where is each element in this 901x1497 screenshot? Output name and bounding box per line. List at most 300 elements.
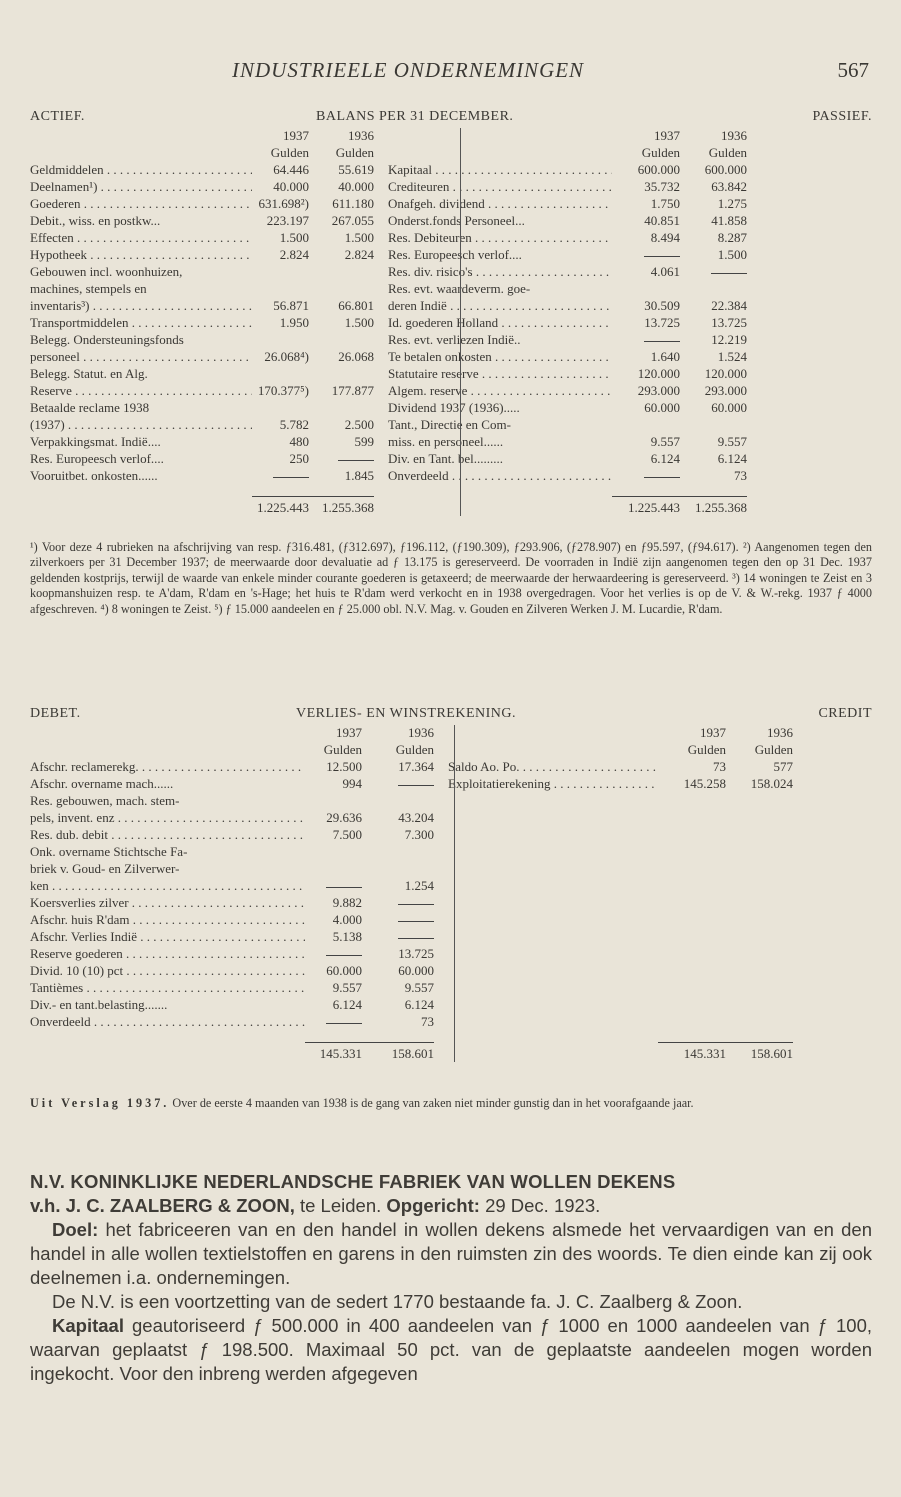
- row-label: [374, 399, 612, 416]
- row-label-text: Reserve: [30, 383, 72, 398]
- row-label: [374, 212, 612, 229]
- value-1937: [252, 280, 309, 297]
- value-1937: [252, 365, 309, 382]
- balance-row: [30, 229, 872, 246]
- value-1936: 13.725: [711, 315, 747, 330]
- value-1937: 145.258: [683, 776, 726, 791]
- balance-total-row: [30, 496, 872, 516]
- year-1936: 1936: [408, 725, 434, 740]
- leader-dots: [129, 912, 305, 927]
- total-1936: 1.255.368: [680, 496, 747, 516]
- value-1937: 73: [713, 759, 726, 774]
- leader-dots: [104, 162, 252, 177]
- row-label: [374, 331, 612, 348]
- row-label: [30, 263, 252, 280]
- pnl-row: [30, 979, 872, 996]
- value-1936: 1.845: [344, 468, 374, 483]
- value-1937: 293.000: [637, 383, 680, 398]
- pnl-total-row: [30, 1042, 872, 1062]
- row-label-text: pels, invent. enz: [30, 810, 115, 825]
- row-label: [434, 894, 658, 911]
- column-divider: [460, 128, 461, 516]
- row-label: [30, 979, 305, 996]
- value-1936: [726, 809, 793, 826]
- leader-dots: [97, 179, 252, 194]
- doel-text: het fabriceeren van en den handel in wollen dekens alsmede het vervaardigen van en den handel in alle wollen textielstoffen en garens in den ruimsten zin des woords. Te dien einde kan zij ook deelnemen i.a. ondernemingen.: [30, 1219, 872, 1288]
- value-1937: [612, 416, 680, 433]
- value-1937: [658, 843, 726, 860]
- value-1936: 267.055: [331, 213, 374, 228]
- row-label-text: Res. Europeesch verlof....: [388, 247, 522, 262]
- row-label-text: inventaris³): [30, 298, 90, 313]
- total-1936: 1.255.368: [309, 496, 374, 516]
- value-1936: 6.124: [404, 997, 434, 1012]
- value-1937: [305, 945, 362, 962]
- value-1936: 63.842: [711, 179, 747, 194]
- value-1936: 599: [354, 434, 374, 449]
- value-1937: 9.557: [650, 434, 680, 449]
- value-1936: 2.824: [344, 247, 374, 262]
- pnl-row: [30, 877, 872, 894]
- value-1937: 30.509: [644, 298, 680, 313]
- row-label-text: Onverdeeld: [30, 1014, 91, 1029]
- pnl-row: [30, 996, 872, 1013]
- passief-heading: PASSIEF.: [812, 109, 872, 124]
- unit-label: Gulden: [270, 145, 309, 160]
- kapitaal-label: Kapitaal: [52, 1315, 124, 1336]
- leader-dots: [467, 383, 612, 398]
- value-1937: 120.000: [637, 366, 680, 381]
- value-1937: 12.500: [326, 759, 362, 774]
- dash-mark: [644, 477, 680, 478]
- value-1936: 60.000: [398, 963, 434, 978]
- value-1936: 12.219: [711, 332, 747, 347]
- company-location: te Leiden.: [299, 1195, 382, 1216]
- balance-row: [30, 399, 872, 416]
- actief-heading: ACTIEF.: [30, 109, 85, 124]
- value-1936: [362, 894, 434, 911]
- dash-mark: [326, 1023, 362, 1024]
- balance-row: [30, 433, 872, 450]
- row-label-text: briek v. Goud- en Zilverwer-: [30, 861, 180, 876]
- row-label: [374, 229, 612, 246]
- row-label-text: (1937): [30, 417, 65, 432]
- row-label: [30, 945, 305, 962]
- row-label-text: Onverdeeld: [388, 468, 449, 483]
- value-1936: 120.000: [704, 366, 747, 381]
- value-1937: 994: [342, 776, 362, 791]
- balance-sheet: [30, 108, 872, 516]
- leader-dots: [447, 298, 612, 313]
- value-1937: [612, 467, 680, 484]
- row-label: [374, 416, 612, 433]
- balance-unit-row: [30, 144, 872, 161]
- row-label: [434, 775, 658, 792]
- row-label-text: Goederen: [30, 196, 81, 211]
- row-label-text: Res. div. risico's: [388, 264, 473, 279]
- value-1936: 55.619: [338, 162, 374, 177]
- opgericht-label: Opgericht:: [386, 1195, 480, 1216]
- row-label: [434, 809, 658, 826]
- balance-rows: [30, 161, 872, 484]
- row-label: [374, 348, 612, 365]
- row-label: [434, 1013, 658, 1030]
- verslag-text: Over de eerste 4 maanden van 1938 is de gang van zaken niet minder gunstig dan in het voorafgaande jaar.: [172, 1096, 694, 1110]
- value-1937: 60.000: [326, 963, 362, 978]
- value-1937: 1.750: [650, 196, 680, 211]
- value-1937: [612, 331, 680, 348]
- leader-dots: [472, 230, 612, 245]
- value-1937: 7.500: [332, 827, 362, 842]
- value-1937: [305, 843, 362, 860]
- value-1936: 1.500: [344, 315, 374, 330]
- row-label-text: Crediteuren: [388, 179, 450, 194]
- row-label: [30, 826, 305, 843]
- row-label: [434, 945, 658, 962]
- value-1936: [726, 962, 793, 979]
- row-label-text: Div.- en tant.belasting.......: [30, 997, 168, 1012]
- pnl-year-row: [30, 724, 872, 741]
- row-label-text: ken: [30, 878, 49, 893]
- pnl-row: [30, 843, 872, 860]
- value-1936: 73: [734, 468, 747, 483]
- row-label: [30, 775, 305, 792]
- value-1937: [252, 263, 309, 280]
- row-label: [434, 758, 658, 775]
- value-1936: 8.287: [717, 230, 747, 245]
- row-label-text: Dividend 1937 (1936).....: [388, 400, 520, 415]
- value-1937: 5.782: [279, 417, 309, 432]
- value-1937: 29.636: [326, 810, 362, 825]
- value-1936: [362, 775, 434, 792]
- value-1937: [612, 280, 680, 297]
- row-label: [30, 399, 252, 416]
- row-label-text: Verpakkingsmat. Indië....: [30, 434, 161, 449]
- pnl-row: [30, 758, 872, 775]
- leader-dots: [83, 980, 305, 995]
- value-1937: [252, 399, 309, 416]
- total-1937: 1.225.443: [252, 496, 309, 516]
- value-1937: 26.068⁴): [264, 349, 309, 364]
- row-label: [30, 161, 252, 178]
- row-label: [30, 860, 305, 877]
- value-1936: 22.384: [711, 298, 747, 313]
- value-1937: 631.698²): [258, 196, 309, 211]
- value-1937: 6.124: [650, 451, 680, 466]
- row-label: [434, 979, 658, 996]
- pnl-row: [30, 894, 872, 911]
- value-1936: [680, 280, 747, 297]
- pnl-row: [30, 775, 872, 792]
- dash-mark: [398, 938, 434, 939]
- year-1937: 1937: [700, 725, 726, 740]
- value-1936: 158.024: [750, 776, 793, 791]
- total-1936: 158.601: [362, 1042, 434, 1062]
- value-1937: 480: [289, 434, 309, 449]
- value-1936: 17.364: [398, 759, 434, 774]
- balance-row: [30, 365, 872, 382]
- balance-title: BALANS PER 31 DECEMBER.: [316, 109, 514, 124]
- company-entry: [30, 1170, 872, 1386]
- value-1936: 6.124: [717, 451, 747, 466]
- balance-year-row: [30, 127, 872, 144]
- value-1937: [252, 467, 309, 484]
- value-1937: 4.061: [650, 264, 680, 279]
- unit-label: Gulden: [335, 145, 374, 160]
- pnl-row: [30, 911, 872, 928]
- value-1937: [658, 979, 726, 996]
- row-label: [434, 792, 658, 809]
- value-1936: 13.725: [398, 946, 434, 961]
- value-1936: [362, 792, 434, 809]
- total-1937: 145.331: [658, 1042, 726, 1062]
- dash-mark: [338, 460, 374, 461]
- value-1936: 293.000: [704, 383, 747, 398]
- company-name: N.V. KONINKLIJKE NEDERLANDSCHE FABRIEK VAN WOLLEN DEKENS: [30, 1171, 676, 1192]
- row-label-text: Tantièmes: [30, 980, 84, 995]
- row-label-text: Koersverlies zilver: [30, 895, 129, 910]
- total-1937: 1.225.443: [612, 496, 680, 516]
- pnl-row: [30, 809, 872, 826]
- running-title: INDUSTRIEELE ONDERNEMINGEN: [232, 58, 585, 82]
- value-1937: [658, 996, 726, 1013]
- row-label: [30, 280, 252, 297]
- row-label-text: Deelnamen¹): [30, 179, 98, 194]
- value-1936: 43.204: [398, 810, 434, 825]
- row-label: [374, 280, 612, 297]
- balance-row: [30, 314, 872, 331]
- row-label: [374, 161, 612, 178]
- pnl-row: [30, 945, 872, 962]
- leader-dots: [479, 366, 612, 381]
- row-label-text: Afschr. Verlies Indië: [30, 929, 137, 944]
- value-1936: 1.254: [404, 878, 434, 893]
- row-label-text: Hypotheek: [30, 247, 88, 262]
- unit-label: Gulden: [687, 742, 726, 757]
- balance-row: [30, 297, 872, 314]
- row-label-text: miss. en personeel......: [388, 434, 504, 449]
- value-1936: 41.858: [711, 213, 747, 228]
- page-number: 567: [837, 58, 869, 82]
- balance-row: [30, 178, 872, 195]
- row-label: [374, 178, 612, 195]
- value-1936: [726, 860, 793, 877]
- doel-label: Doel:: [52, 1219, 99, 1240]
- pnl-rows: [30, 758, 872, 1030]
- pnl-row: [30, 860, 872, 877]
- leader-dots: [81, 196, 252, 211]
- balance-row: [30, 348, 872, 365]
- row-label: [30, 416, 252, 433]
- value-1936: [726, 979, 793, 996]
- doel-paragraph: [30, 1218, 872, 1290]
- row-label: [30, 382, 252, 399]
- unit-label: Gulden: [641, 145, 680, 160]
- value-1936: [362, 911, 434, 928]
- year-1936: 1936: [767, 725, 793, 740]
- row-label: [30, 348, 252, 365]
- value-1936: [726, 877, 793, 894]
- row-label: [374, 467, 612, 484]
- value-1937: [658, 826, 726, 843]
- value-1936: [362, 843, 434, 860]
- value-1937: [658, 962, 726, 979]
- value-1936: [309, 399, 374, 416]
- balance-row: [30, 467, 872, 484]
- total-1937: 145.331: [305, 1042, 362, 1062]
- value-1936: 26.068: [338, 349, 374, 364]
- value-1936: 73: [421, 1014, 434, 1029]
- leader-dots: [520, 759, 658, 774]
- value-1936: [362, 860, 434, 877]
- balance-row: [30, 416, 872, 433]
- leader-dots: [485, 196, 612, 211]
- value-1936: [726, 911, 793, 928]
- leader-dots: [74, 230, 252, 245]
- value-1936: [726, 945, 793, 962]
- value-1936: [309, 450, 374, 467]
- row-label: [434, 996, 658, 1013]
- row-label-text: Id. goederen Holland: [388, 315, 499, 330]
- value-1936: 9.557: [717, 434, 747, 449]
- unit-label: Gulden: [708, 145, 747, 160]
- value-1937: 60.000: [644, 400, 680, 415]
- row-label: [30, 331, 252, 348]
- row-label: [434, 928, 658, 945]
- value-1937: 1.950: [279, 315, 309, 330]
- row-label-text: Geldmiddelen: [30, 162, 104, 177]
- row-label: [374, 297, 612, 314]
- pnl-unit-row: [30, 741, 872, 758]
- value-1937: [305, 1013, 362, 1030]
- row-label: [30, 229, 252, 246]
- unit-label: Gulden: [395, 742, 434, 757]
- page-header: [0, 58, 901, 88]
- row-label-text: Onk. overname Stichtsche Fa-: [30, 844, 188, 859]
- row-label-text: Onafgeh. dividend: [388, 196, 485, 211]
- balance-row: [30, 161, 872, 178]
- leader-dots: [128, 315, 252, 330]
- value-1936: 7.300: [404, 827, 434, 842]
- row-label-text: Res. gebouwen, mach. stem-: [30, 793, 180, 808]
- value-1937: [658, 1013, 726, 1030]
- row-label: [374, 365, 612, 382]
- balance-row: [30, 195, 872, 212]
- row-label-text: personeel: [30, 349, 80, 364]
- balance-row: [30, 331, 872, 348]
- pnl-row: [30, 928, 872, 945]
- year-1936: 1936: [721, 128, 747, 143]
- value-1936: [309, 331, 374, 348]
- row-label: [434, 962, 658, 979]
- leader-dots: [114, 810, 305, 825]
- company-line2: [30, 1194, 872, 1218]
- leader-dots: [473, 264, 612, 279]
- row-label: [30, 928, 305, 945]
- leader-dots: [129, 895, 305, 910]
- row-label: [374, 314, 612, 331]
- row-label: [30, 792, 305, 809]
- row-label: [30, 212, 252, 229]
- value-1937: 64.446: [273, 162, 309, 177]
- value-1936: [726, 843, 793, 860]
- value-1936: [726, 928, 793, 945]
- leader-dots: [551, 776, 658, 791]
- row-label-text: Res. evt. waardeverm. goe-: [388, 281, 531, 296]
- value-1936: 1.524: [717, 349, 747, 364]
- value-1937: 13.725: [644, 315, 680, 330]
- value-1937: [305, 877, 362, 894]
- dash-mark: [644, 341, 680, 342]
- row-label: [30, 996, 305, 1013]
- year-1937: 1937: [336, 725, 362, 740]
- row-label: [30, 809, 305, 826]
- value-1936: 1.275: [717, 196, 747, 211]
- value-1937: [658, 945, 726, 962]
- value-1937: [658, 911, 726, 928]
- leader-dots: [90, 298, 253, 313]
- balance-row: [30, 382, 872, 399]
- row-label-text: Res. Europeesch verlof....: [30, 451, 164, 466]
- row-label-text: Exploitatierekening: [448, 776, 551, 791]
- row-label: [374, 195, 612, 212]
- value-1936: [726, 894, 793, 911]
- row-label: [434, 877, 658, 894]
- row-label-text: Afschr. overname mach......: [30, 776, 174, 791]
- value-1936: 40.000: [338, 179, 374, 194]
- pnl-row: [30, 826, 872, 843]
- opgericht-value: 29 Dec. 1923.: [485, 1195, 601, 1216]
- row-label-text: Res. dub. debit: [30, 827, 108, 842]
- verslag-note: [30, 1096, 872, 1111]
- row-label: [374, 433, 612, 450]
- value-1936: [726, 826, 793, 843]
- value-1937: 250: [289, 451, 309, 466]
- leader-dots: [449, 468, 612, 483]
- leader-dots: [91, 1014, 305, 1029]
- value-1937: 8.494: [650, 230, 680, 245]
- value-1937: 223.197: [266, 213, 309, 228]
- row-label: [30, 433, 252, 450]
- pnl-row: [30, 962, 872, 979]
- leader-dots: [80, 349, 252, 364]
- verslag-label: Uit Verslag 1937.: [30, 1096, 170, 1110]
- value-1937: [658, 894, 726, 911]
- column-divider: [454, 725, 455, 1062]
- value-1936: 60.000: [711, 400, 747, 415]
- row-label-text: Onderst.fonds Personeel...: [388, 213, 525, 228]
- row-label: [30, 843, 305, 860]
- credit-heading: CREDIT: [818, 706, 872, 721]
- value-1936: 577: [773, 759, 793, 774]
- value-1936: [309, 365, 374, 382]
- row-label-text: Belegg. Ondersteuningsfonds: [30, 332, 184, 347]
- row-label-text: Res. Debiteuren: [388, 230, 472, 245]
- value-1937: 1.640: [650, 349, 680, 364]
- row-label: [30, 894, 305, 911]
- row-label: [374, 450, 612, 467]
- value-1937: [658, 809, 726, 826]
- row-label: [30, 365, 252, 382]
- dash-mark: [711, 273, 747, 274]
- year-1937: 1937: [654, 128, 680, 143]
- kapitaal-paragraph: [30, 1314, 872, 1386]
- value-1937: [305, 860, 362, 877]
- row-label-text: Div. en Tant. bel.........: [388, 451, 503, 466]
- row-label: [30, 246, 252, 263]
- row-label-text: Algem. reserve: [388, 383, 468, 398]
- row-label-text: Debit., wiss. en postkw...: [30, 213, 161, 228]
